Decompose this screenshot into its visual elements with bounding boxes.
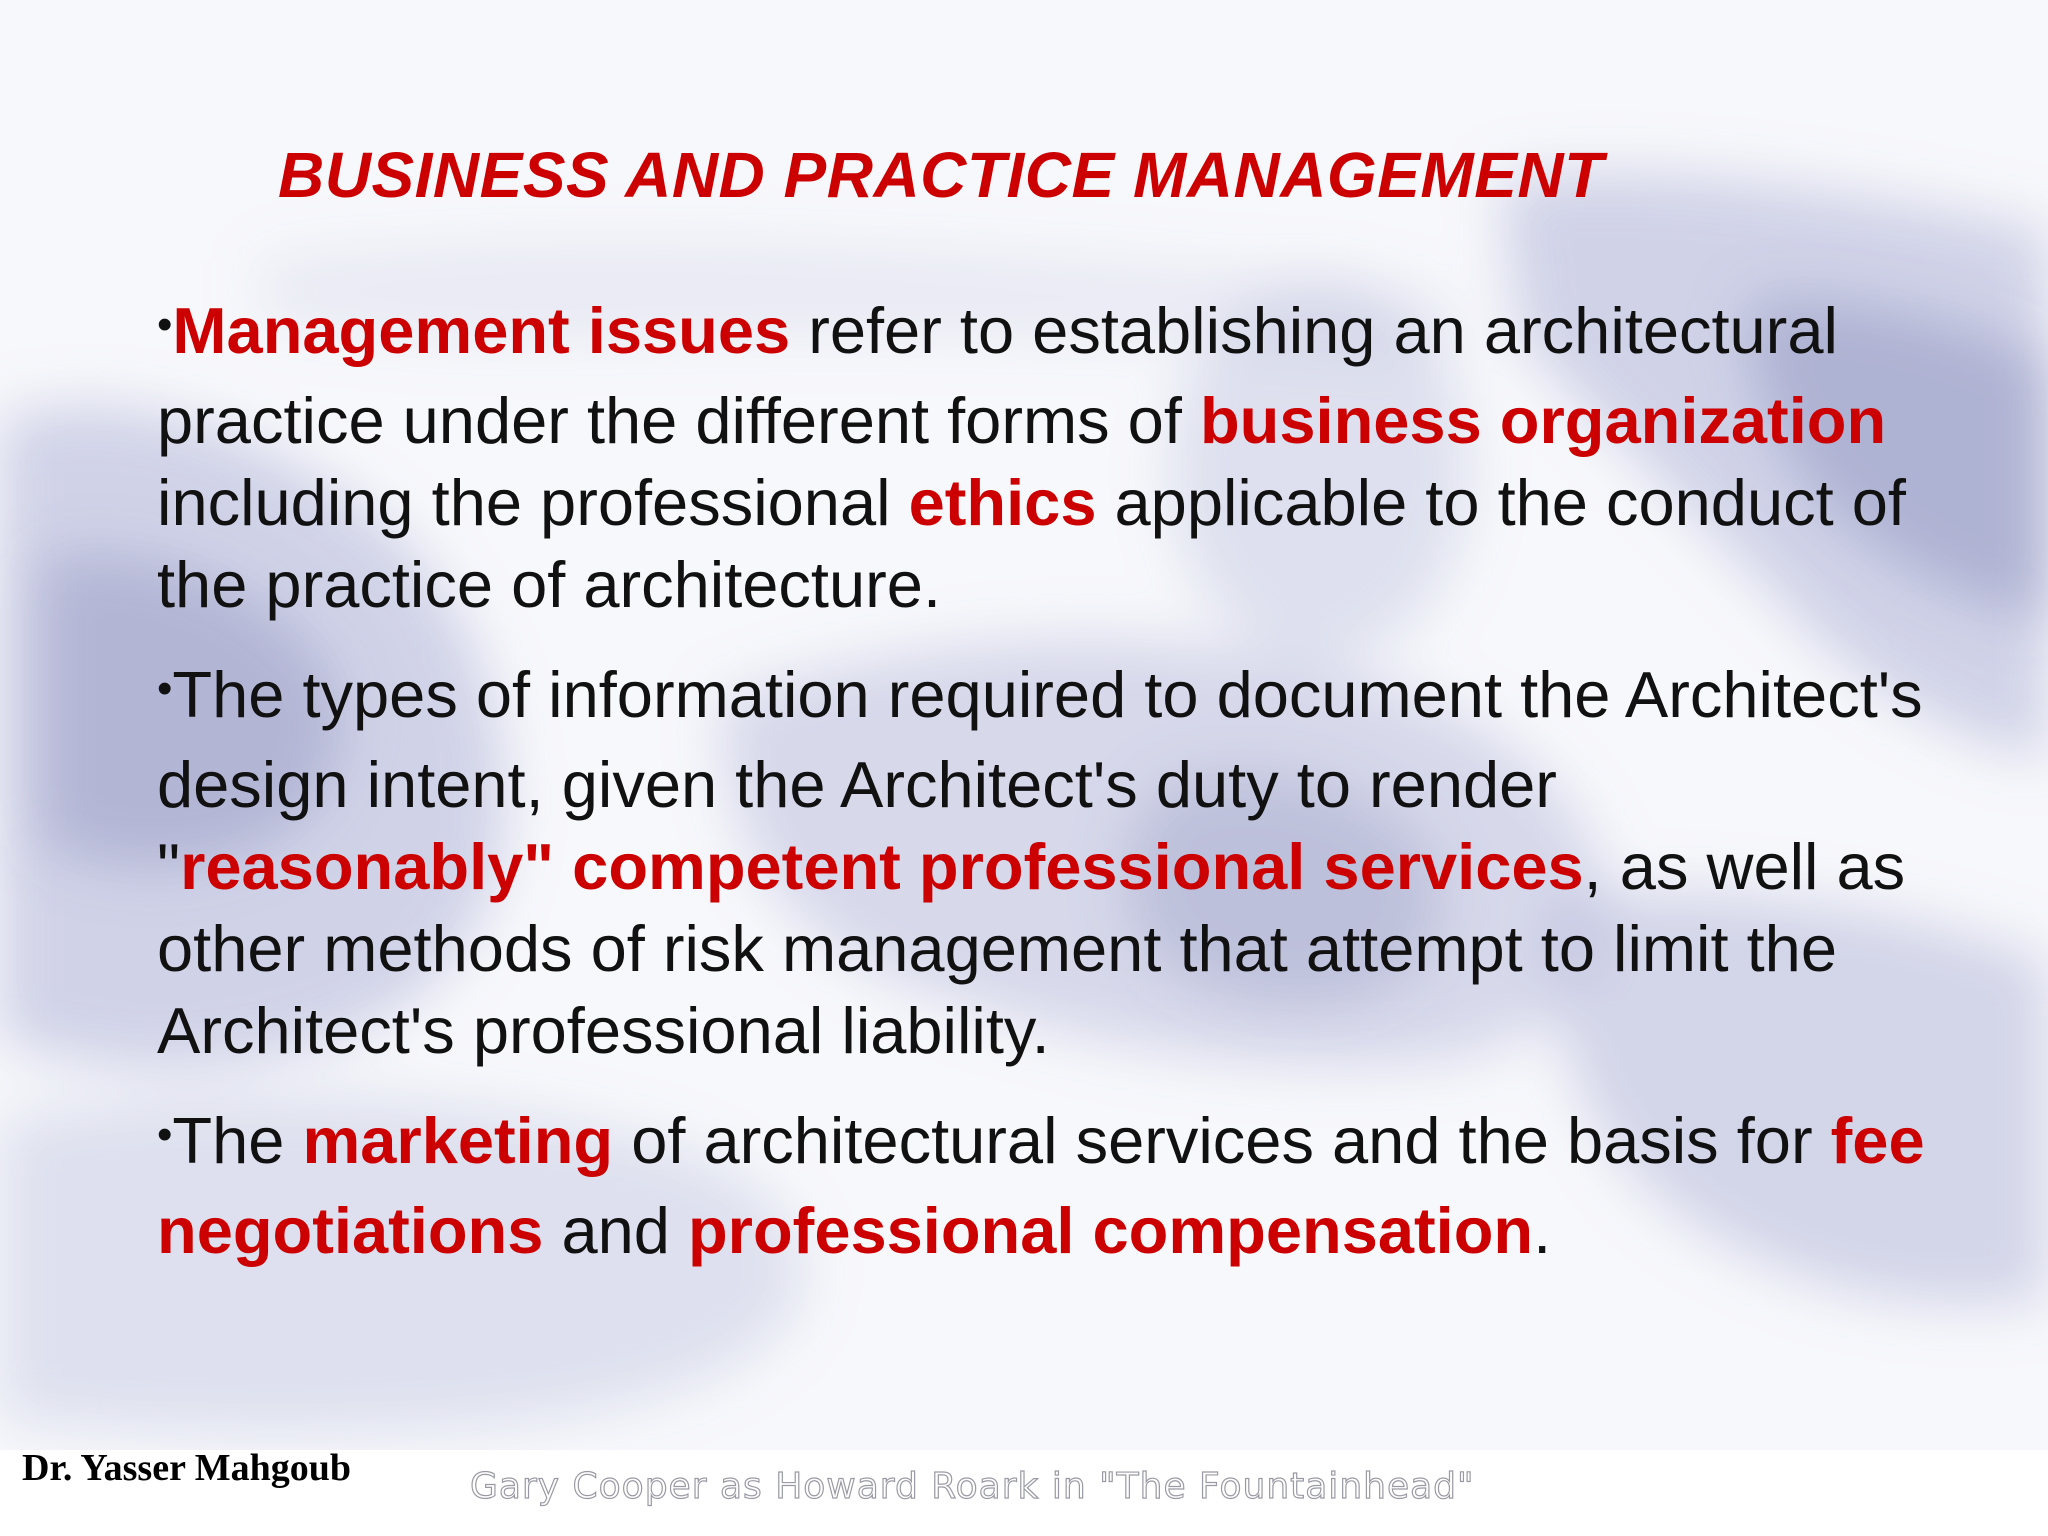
text-segment: , as well as other methods of risk management that attempt to limit the Architect's professional liability. — [157, 830, 1906, 1067]
photo-caption: Gary Cooper as Howard Roark in "The Fountainhead" — [470, 1466, 1475, 1507]
emphasized-term: fee negotiations — [157, 1104, 1925, 1267]
text-segment: of architectural services and the basis for — [613, 1104, 1831, 1177]
slide-title: BUSINESS AND PRACTICE MANAGEMENT — [278, 139, 1604, 211]
emphasized-term: ethics — [908, 466, 1097, 539]
bullet-paragraph — [157, 290, 1957, 626]
author-name: Dr. Yasser Mahgoub — [22, 1447, 352, 1489]
slide-body — [157, 290, 1957, 1300]
text-segment: including the professional — [157, 466, 909, 539]
emphasized-term: marketing — [302, 1104, 614, 1177]
text-segment: . — [1533, 1194, 1552, 1267]
bullet-marker: • — [157, 664, 173, 713]
emphasized-term: professional compensation — [687, 1194, 1534, 1267]
text-segment: and — [543, 1194, 688, 1267]
emphasized-term: business organization — [1199, 384, 1887, 457]
bullet-marker: • — [157, 300, 173, 349]
emphasized-term: reasonably" competent professional services — [180, 830, 1584, 903]
emphasized-term: Management issues — [172, 294, 791, 367]
text-segment: applicable to the conduct of the practice of architecture. — [157, 466, 1906, 621]
text-segment: The types of information required to document the Architect's design intent, given the Architect's duty to render " — [157, 658, 1923, 903]
text-segment: refer to establishing an architectural practice under the different forms of — [157, 294, 1838, 457]
bullet-marker: • — [157, 1110, 173, 1159]
bullet-paragraph — [157, 654, 1957, 1072]
text-segment: The — [172, 1104, 303, 1177]
bullet-paragraph — [157, 1100, 1957, 1272]
